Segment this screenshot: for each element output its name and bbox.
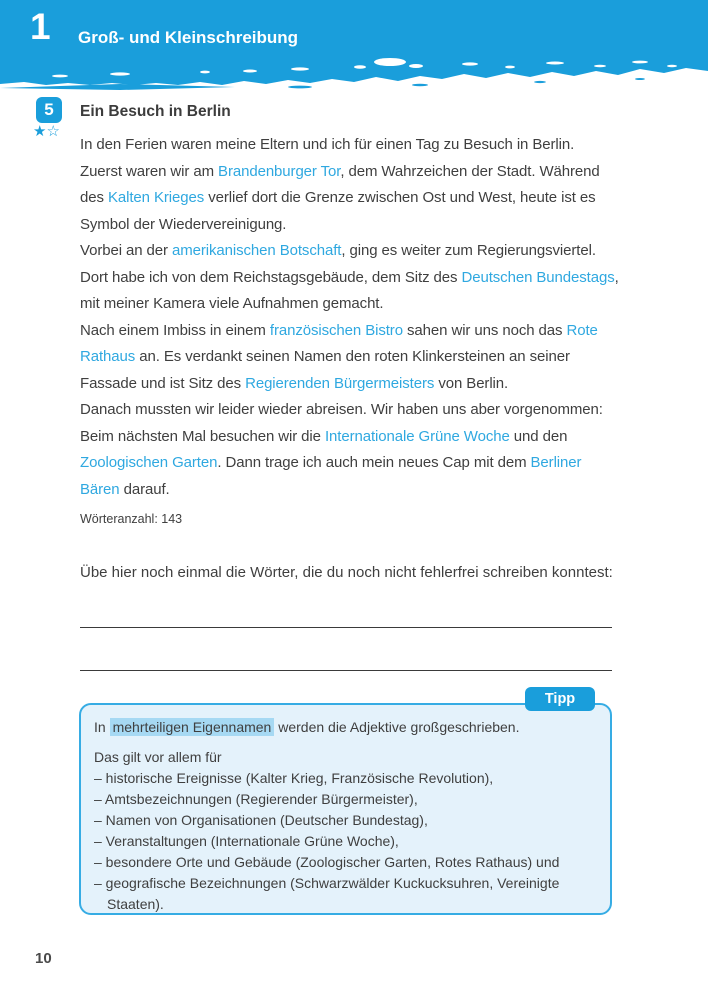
proper-name-term: französischen Bistro [269, 321, 403, 339]
tip-list-item: – Amtsbezeichnungen (Regierender Bürgermeister), [94, 791, 418, 807]
text-run: Symbol der Wiedervereinigung. [80, 215, 287, 233]
text-run: . Dann trage ich auch mein neues Cap mit dem [217, 454, 531, 471]
text-run: , ging es weiter zum Regierungsviertel. [341, 242, 596, 259]
star-empty-icon: ☆ [46, 123, 60, 140]
page-number: 10 [35, 950, 52, 967]
brush-stroke-edge [0, 54, 708, 98]
tip-subtitle: Das gilt vor allem für [94, 749, 222, 765]
tip-list-item: – Namen von Organisationen (Deutscher Bundestag), [94, 812, 428, 828]
text-run: verlief dort die Grenze zwischen Ost und West, heute ist es [204, 189, 596, 206]
task-title: Ein Besuch in Berlin [80, 103, 231, 120]
proper-name-term: Rote [566, 321, 598, 339]
tip-badge: Tipp [525, 687, 595, 711]
word-count-label: Wörteranzahl: 143 [80, 512, 183, 526]
proper-name-term: amerikanischen Botschaft [172, 242, 342, 259]
text-run: darauf. [119, 480, 170, 498]
text-run: des [80, 189, 108, 206]
story-line [80, 477, 619, 504]
proper-name-term: Bären [80, 480, 120, 498]
story-line [80, 185, 619, 212]
text-run: werden die Adjektive großgeschrieben. [274, 719, 520, 735]
proper-name-term: Internationale Grüne Woche [324, 427, 510, 445]
text-run: Fassade und ist Sitz des [80, 374, 246, 392]
story-line [80, 265, 619, 292]
story-line [80, 159, 619, 186]
text-run: an. Es verdankt seinen Namen den roten Klinkersteinen an seiner [135, 348, 570, 365]
text-run: , [614, 268, 619, 286]
text-run: Nach einem Imbiss in einem [80, 321, 270, 339]
proper-name-term: Berliner [530, 454, 582, 471]
proper-name-term: Deutschen Bundestags [461, 268, 615, 286]
text-run: In den Ferien waren meine Eltern und ich für einen Tag zu Besuch in Berlin. [80, 136, 575, 153]
tip-list-item: – historische Ereignisse (Kalter Krieg, Französische Revolution), [94, 770, 494, 786]
story-line [80, 424, 619, 451]
text-run: und den [509, 427, 568, 445]
story-line [80, 291, 619, 318]
writing-line-2[interactable] [80, 670, 612, 671]
tip-list [94, 768, 597, 915]
highlighted-term: mehrteiligen Eigennamen [110, 718, 275, 736]
story-line [80, 132, 619, 159]
writing-line-1[interactable] [80, 627, 612, 628]
tip-list-item: – besondere Orte und Gebäude (Zoologischer Garten, Rotes Rathaus) und [94, 854, 560, 870]
proper-name-term: Brandenburger Tor [218, 162, 341, 180]
story-line [80, 397, 619, 424]
tip-box [79, 703, 612, 915]
text-run: , dem Wahrzeichen der Stadt. Während [340, 162, 600, 180]
tip-list-item: – Veranstaltungen (Internationale Grüne Woche), [94, 833, 399, 849]
story-text [80, 132, 619, 503]
proper-name-term: Regierenden Bürgermeisters [245, 374, 435, 392]
story-line [80, 344, 619, 371]
proper-name-term: Kalten Krieges [107, 189, 205, 206]
text-run: sahen wir uns noch das [402, 321, 567, 339]
text-run: Dort habe ich von dem Reichstagsgebäude, dem Sitz des [80, 268, 462, 286]
story-line [80, 238, 619, 265]
story-line [80, 318, 619, 345]
tip-intro [94, 717, 597, 738]
exercise-prompt: Übe hier noch einmal die Wörter, die du noch nicht fehlerfrei schreiben konntest: [80, 564, 613, 581]
text-run: Beim nächsten Mal besuchen wir die [80, 427, 325, 445]
text-run: mit meiner Kamera viele Aufnahmen gemacht. [80, 295, 384, 312]
story-line [80, 450, 619, 477]
text-run: In [94, 719, 110, 735]
text-run: Vorbei an der [80, 242, 172, 259]
star-filled-icon: ★ [33, 123, 47, 140]
chapter-title: Groß- und Kleinschreibung [78, 28, 299, 47]
story-line [80, 371, 619, 398]
story-line [80, 212, 619, 239]
tip-list-item: – geografische Bezeichnungen (Schwarzwälder Kuckucksuhren, Vereinigte Staaten). [94, 875, 560, 912]
difficulty-stars [33, 122, 60, 140]
proper-name-term: Zoologischen Garten [80, 454, 218, 471]
task-number-badge: 5 [36, 97, 62, 123]
text-run: von Berlin. [434, 374, 509, 392]
text-run: Zuerst waren wir am [80, 162, 219, 180]
proper-name-term: Rathaus [80, 348, 136, 365]
chapter-number: 1 [30, 6, 51, 47]
text-run: Danach mussten wir leider wieder abreisen. Wir haben uns aber vorgenommen: [80, 401, 603, 418]
